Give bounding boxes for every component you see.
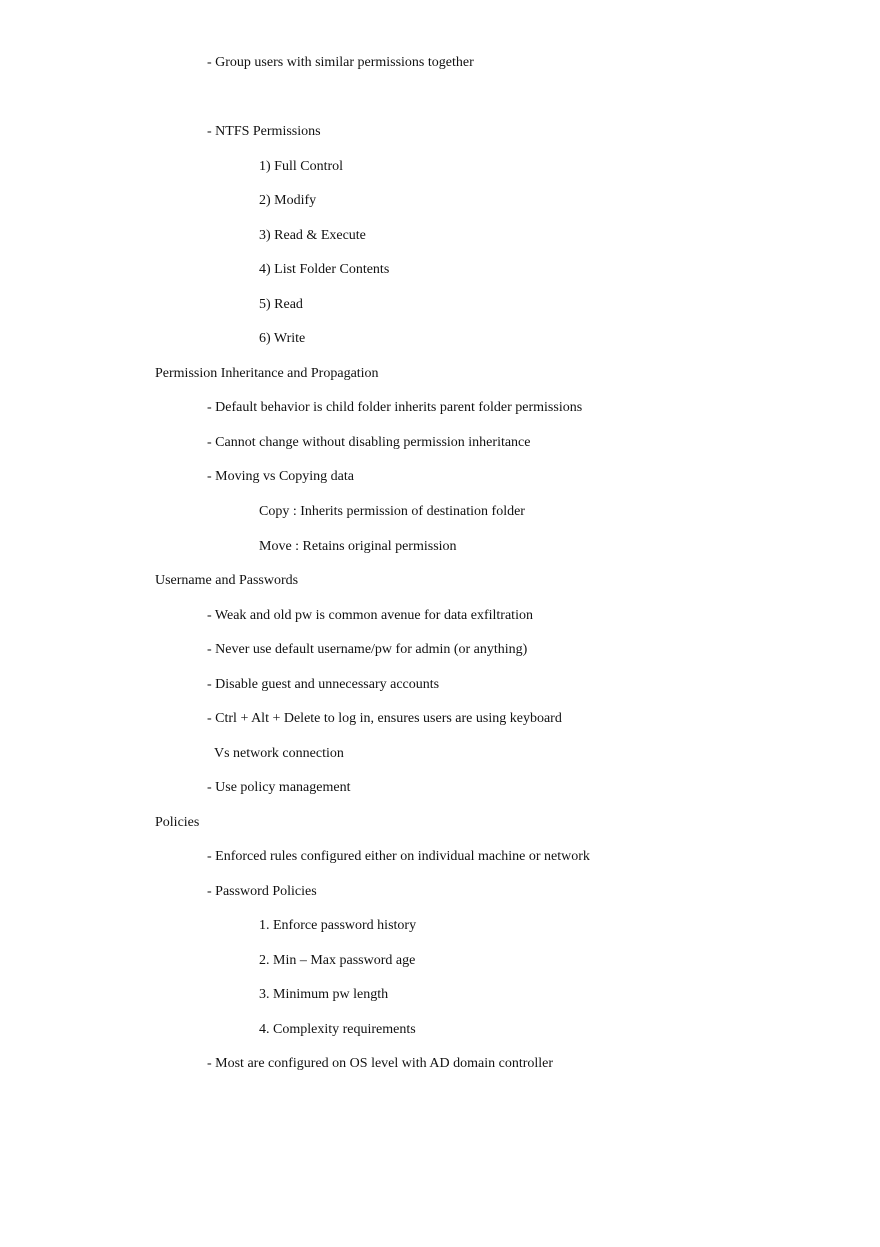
list-item: 1. Enforce password history — [259, 918, 417, 933]
bullet-group-users: - Group users with similar permissions together — [207, 55, 474, 70]
bullet-item: - Ctrl + Alt + Delete to log in, ensures users are using keyboard — [207, 711, 562, 726]
bullet-item: - Disable guest and unnecessary accounts — [207, 677, 440, 692]
list-item: 2) Modify — [259, 193, 317, 208]
bullet-item: - Weak and old pw is common avenue for data exfiltration — [207, 608, 533, 623]
list-item: 1) Full Control — [259, 159, 344, 174]
bullet-continuation: Vs network connection — [214, 746, 344, 761]
bullet-item: - Use policy management — [207, 780, 351, 795]
list-item: 6) Write — [259, 331, 306, 346]
section-heading-inheritance: Permission Inheritance and Propagation — [155, 366, 379, 381]
list-item: 3) Read & Execute — [259, 228, 366, 243]
bullet-item: - Most are configured on OS level with AD domain controller — [207, 1056, 554, 1071]
list-item: 4. Complexity requirements — [259, 1022, 416, 1037]
list-item: 5) Read — [259, 297, 303, 312]
list-item: 2. Min – Max password age — [259, 953, 416, 968]
bullet-item: - Moving vs Copying data — [207, 469, 354, 484]
bullet-item: - Default behavior is child folder inherits parent folder permissions — [207, 400, 583, 415]
sub-item: Move : Retains original permission — [259, 539, 457, 554]
bullet-password-policies: - Password Policies — [207, 884, 317, 899]
list-item: 4) List Folder Contents — [259, 262, 390, 277]
bullet-item: - Cannot change without disabling permission inheritance — [207, 435, 531, 450]
section-heading-usernames: Username and Passwords — [155, 573, 299, 588]
list-item: 3. Minimum pw length — [259, 987, 389, 1002]
bullet-ntfs-permissions: - NTFS Permissions — [207, 124, 321, 139]
bullet-item: - Never use default username/pw for admin (or anything) — [207, 642, 528, 657]
sub-item: Copy : Inherits permission of destination folder — [259, 504, 525, 519]
section-heading-policies: Policies — [155, 815, 200, 830]
bullet-item: - Enforced rules configured either on individual machine or network — [207, 849, 590, 864]
